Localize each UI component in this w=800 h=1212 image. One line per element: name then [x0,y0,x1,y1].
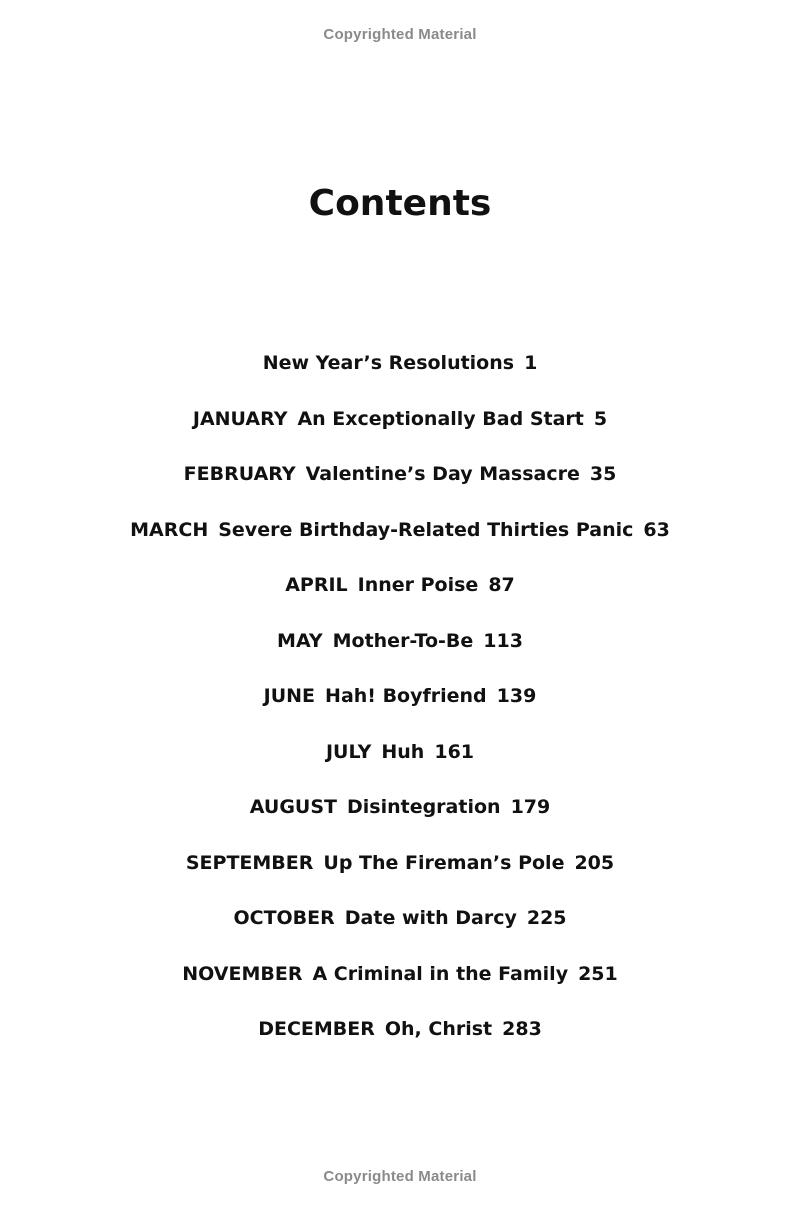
toc-entry [0,570,800,626]
toc-entry-month: AUGUST [249,796,337,818]
toc-entry-page: 1 [524,352,538,374]
toc-entry [0,1014,800,1070]
toc-entry-title: Disintegration [346,796,501,818]
toc-entry-month: NOVEMBER [182,962,303,985]
toc-entry-month: MARCH [130,518,209,541]
toc-entry-title: Huh [381,740,425,763]
toc-entry-month: JULY [325,740,372,763]
toc-entry [0,848,800,904]
toc-entry-title: Up The Fireman’s Pole [323,851,565,874]
toc-entry-title: Oh, Christ [384,1018,493,1040]
toc-entry-page: 35 [589,463,617,485]
toc-entry-title: Valentine’s Day Massacre [305,463,580,485]
toc-entry [0,459,800,515]
toc-entry-page: 63 [643,518,670,541]
toc-entry [0,959,800,1015]
toc-entry-month: SEPTEMBER [185,851,314,874]
toc-entry-page: 179 [510,796,551,818]
toc-entry-page: 139 [496,685,537,707]
toc-entry-month: JANUARY [192,407,288,430]
toc-entry-title: Hah! Boyfriend [325,685,487,707]
toc-entry [0,792,800,848]
toc-entry-page: 5 [593,407,608,430]
copyright-watermark-bottom: Copyrighted Material [323,1168,477,1185]
toc-entry [0,737,800,793]
toc-entry-title: New Year’s Resolutions [262,352,515,374]
toc-entry-page: 87 [488,574,515,596]
toc-entry-title: An Exceptionally Bad Start [297,407,584,430]
toc-entry [0,903,800,959]
table-of-contents [0,348,800,1070]
toc-entry-month: APRIL [285,574,348,596]
toc-entry-page: 251 [578,962,618,985]
toc-entry-title: Severe Birthday-Related Thirties Panic [218,518,634,541]
toc-entry-page: 161 [434,740,475,763]
toc-entry-page: 113 [483,629,523,652]
toc-entry-month: FEBRUARY [183,463,296,485]
toc-entry [0,515,800,571]
copyright-watermark-top: Copyrighted Material [323,26,477,43]
toc-entry-title: Date with Darcy [344,907,517,929]
toc-entry [0,404,800,460]
toc-entry-month: MAY [277,629,323,652]
toc-entry [0,681,800,737]
toc-entry-title: Inner Poise [357,574,479,596]
toc-entry-month: DECEMBER [258,1018,375,1040]
toc-entry-page: 205 [574,851,615,874]
toc-entry-month: JUNE [263,685,316,707]
toc-entry-title: Mother-To-Be [332,629,474,652]
toc-entry-page: 283 [502,1018,542,1040]
toc-entry-page: 225 [526,907,567,929]
toc-entry-title: A Criminal in the Family [312,962,569,985]
toc-entry-month: OCTOBER [233,907,335,929]
page-title: Contents [308,183,492,224]
toc-entry [0,626,800,682]
toc-entry [0,348,800,404]
